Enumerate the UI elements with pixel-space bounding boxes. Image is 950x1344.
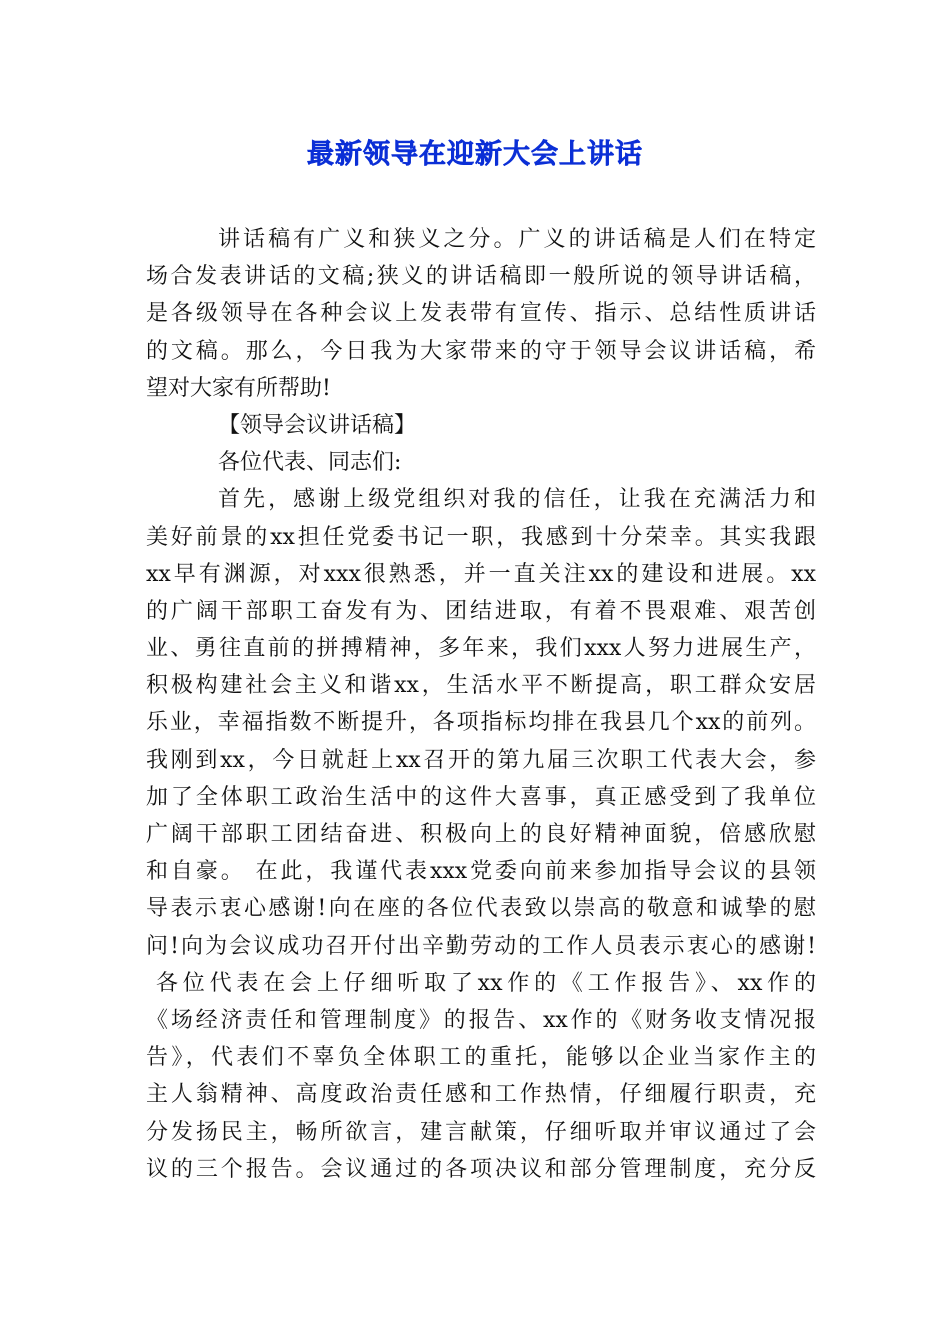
text-line: xx早有渊源，对xxx很熟悉，并一直关注xx的建设和进展。xx [146, 561, 816, 587]
text-line: 告》，代表们不辜负全体职工的重托，能够以企业当家作主的 [146, 1045, 816, 1071]
text-line: 和自豪。 在此，我谨代表xxx党委向前来参加指导会议的县领 [146, 859, 816, 885]
text-line: 主人翁精神、高度政治责任感和工作热情，仔细履行职责，充 [146, 1082, 816, 1108]
salutation: 各位代表、同志们: [218, 450, 402, 476]
text-line: 的文稿。那么，今日我为大家带来的守于领导会议讲话稿，希 [146, 338, 816, 364]
text-line: 首先，感谢上级党组织对我的信任，让我在充满活力和 [218, 487, 816, 513]
text-line: 我刚到xx，今日就赶上xx召开的第九届三次职工代表大会，参 [146, 747, 816, 773]
text-line: 《场经济责任和管理制度》的报告、xx作的《财务收支情况报 [146, 1007, 816, 1033]
text-line: 广阔干部职工团结奋进、积极向上的良好精神面貌，倍感欣慰 [146, 822, 816, 847]
document-body [146, 221, 816, 1188]
text-line: 导表示衷心感谢!向在座的各位代表致以崇高的敬意和诚挚的慰 [146, 896, 816, 922]
section-heading: 【领导会议讲话稿】 [218, 412, 417, 438]
text-line: 望对大家有所帮助! [146, 375, 331, 401]
text-line: 积极构建社会主义和谐xx，生活水平不断提高，职工群众安居 [146, 673, 816, 699]
text-line: 讲话稿有广义和狭义之分。广义的讲话稿是人们在特定 [218, 227, 816, 252]
text-line: 场合发表讲话的文稿;狭义的讲话稿即一般所说的领导讲话稿， [146, 264, 816, 290]
document-title: 最新领导在迎新大会上讲话 [307, 139, 643, 170]
text-line: 乐业，幸福指数不断提升，各项指标均排在我县几个xx的前列。 [146, 710, 816, 736]
text-line: 业、勇往直前的拼搏精神，多年来，我们xxx人努力进展生产， [146, 636, 816, 662]
text-line: 是各级领导在各种会议上发表带有宣传、指示、总结性质讲话 [146, 301, 816, 327]
text-line: 议的三个报告。会议通过的各项决议和部分管理制度，充分反 [146, 1156, 816, 1182]
text-line: 分发扬民主，畅所欲言，建言献策，仔细听取并审议通过了会 [146, 1119, 816, 1145]
text-line: 加了全体职工政治生活中的这件大喜事，真正感受到了我单位 [146, 784, 816, 810]
text-line: 的广阔干部职工奋发有为、团结进取，有着不畏艰难、艰苦创 [146, 598, 816, 624]
text-line: 美好前景的xx担任党委书记一职，我感到十分荣幸。其实我跟 [146, 524, 816, 550]
text-line: 各位代表在会上仔细听取了xx作的《工作报告》、xx作的 [156, 970, 816, 996]
text-line: 问!向为会议成功召开付出辛勤劳动的工作人员表示衷心的感谢! [146, 933, 816, 959]
